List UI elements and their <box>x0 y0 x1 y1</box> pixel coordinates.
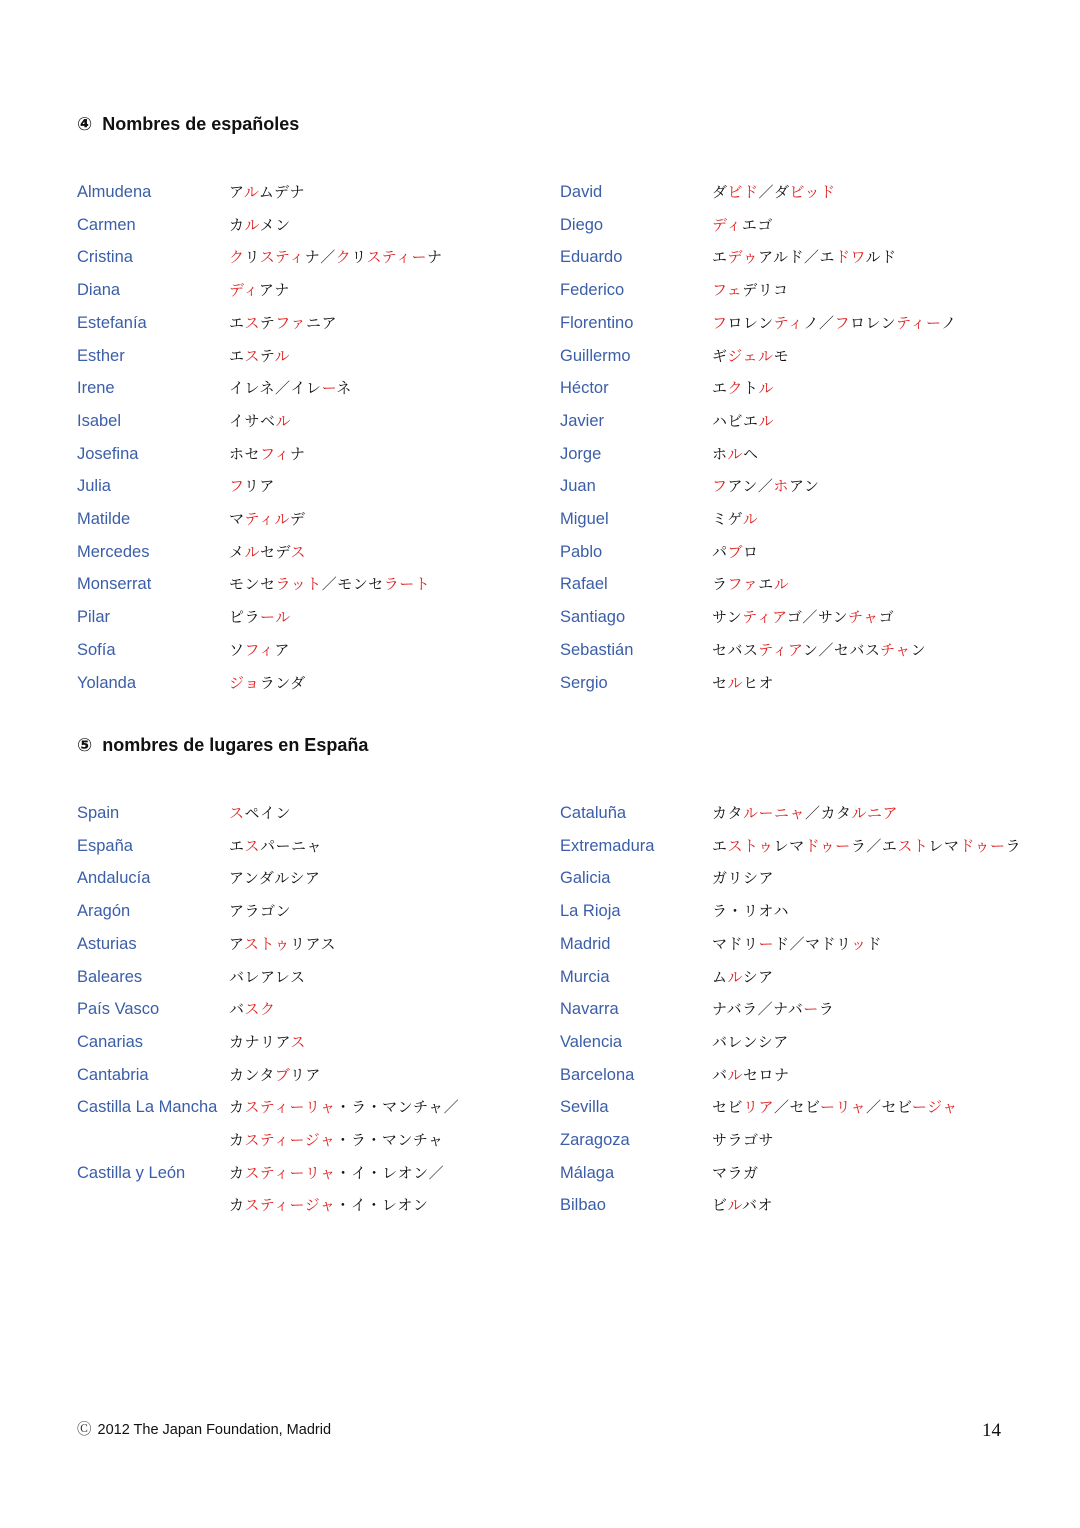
katakana-reading: イサベル <box>229 411 292 430</box>
term-row <box>77 993 557 1025</box>
spanish-term: Guillermo <box>560 346 631 365</box>
page-number: 14 <box>982 1420 1001 1441</box>
spanish-term: Esther <box>77 346 125 365</box>
term-row <box>560 536 1040 568</box>
katakana-reading: エスパーニャ <box>229 836 323 855</box>
katakana-reading: ナバラ／ナバーラ <box>712 1000 835 1019</box>
katakana-reading: カナリアス <box>229 1032 306 1051</box>
term-row <box>560 470 1040 502</box>
spanish-term: Spain <box>77 804 120 822</box>
spanish-term: Castilla y León <box>77 1163 186 1182</box>
katakana-reading: アルムデナ <box>229 183 306 201</box>
term-row <box>560 667 1040 699</box>
term-row <box>77 470 557 502</box>
term-row <box>560 797 1040 829</box>
term-row <box>560 601 1040 633</box>
katakana-reading: スペイン <box>229 804 292 822</box>
spanish-term: Pablo <box>560 542 603 561</box>
katakana-reading: ピラール <box>229 608 291 627</box>
term-row <box>77 405 557 437</box>
spanish-term: Carmen <box>77 215 136 234</box>
term-row <box>560 1059 1040 1091</box>
katakana-reading: バスク <box>229 1000 276 1019</box>
spanish-term: Javier <box>560 411 605 430</box>
term-row <box>560 503 1040 535</box>
term-row <box>560 176 1040 208</box>
spanish-term: Cantabria <box>77 1065 149 1084</box>
copyright-footer <box>77 1418 331 1439</box>
spanish-term: Florentino <box>560 313 634 332</box>
term-row <box>77 307 557 339</box>
katakana-reading: セビリア／セビーリャ／セビージャ <box>712 1098 958 1117</box>
spanish-term: Diana <box>77 281 121 300</box>
spanish-term: Bilbao <box>560 1196 606 1215</box>
term-row <box>560 241 1040 273</box>
katakana-reading: アラゴン <box>229 902 292 921</box>
term-row <box>560 340 1040 372</box>
spanish-term: Sebastián <box>560 640 634 659</box>
katakana-reading: カスティーリャ・ラ・マンチャ／ <box>229 1098 460 1117</box>
spanish-term: Héctor <box>560 379 609 398</box>
spanish-term: Galicia <box>560 869 611 888</box>
spanish-term: Isabel <box>77 411 122 430</box>
katakana-reading: イレネ／イレーネ <box>229 379 352 398</box>
spanish-term: Baleares <box>77 967 143 986</box>
spanish-term: Navarra <box>560 1000 619 1019</box>
katakana-reading: カルメン <box>229 215 291 234</box>
katakana-reading: エデゥアルド／エドワルド <box>712 248 897 267</box>
term-row <box>560 895 1040 927</box>
spanish-term: Asturias <box>77 934 137 953</box>
katakana-reading: マティルデ <box>229 510 306 528</box>
spanish-term: Cristina <box>77 248 133 267</box>
katakana-reading: エクトル <box>712 379 775 398</box>
spanish-term: Extremadura <box>560 836 655 855</box>
katakana-reading: ビルバオ <box>712 1196 773 1215</box>
term-row <box>560 961 1040 993</box>
spanish-term: Sergio <box>560 673 608 692</box>
spanish-term: Aragón <box>77 902 131 921</box>
term-row <box>560 405 1040 437</box>
katakana-reading: ホルヘ <box>712 444 759 463</box>
term-row <box>77 667 557 699</box>
katakana-reading: マラガ <box>712 1163 759 1182</box>
katakana-reading: ミゲル <box>712 510 759 528</box>
term-row <box>77 536 557 568</box>
term-row <box>77 895 557 927</box>
spanish-term: Valencia <box>560 1032 623 1051</box>
section-number: ⑤ <box>77 735 93 755</box>
copyright-icon: Ⓒ <box>77 1422 92 1438</box>
katakana-reading: フアン／ホアン <box>712 477 820 496</box>
term-row <box>77 209 557 241</box>
spanish-term: Matilde <box>77 510 131 528</box>
spanish-term: Juan <box>560 477 596 496</box>
term-row <box>77 241 557 273</box>
term-row <box>560 634 1040 666</box>
katakana-reading: ギジェルモ <box>712 346 790 365</box>
term-row <box>77 340 557 372</box>
term-row <box>77 928 557 960</box>
term-row <box>77 1124 557 1156</box>
term-row <box>560 438 1040 470</box>
spanish-term: Madrid <box>560 934 611 953</box>
spanish-term: La Rioja <box>560 902 621 921</box>
spanish-term: Estefanía <box>77 313 147 332</box>
katakana-reading: セバスティアン／セバスチャン <box>712 640 927 659</box>
term-row <box>560 1026 1040 1058</box>
katakana-reading: エステファニア <box>229 313 337 332</box>
spanish-term: Federico <box>560 281 625 300</box>
katakana-reading: ラファエル <box>712 575 790 594</box>
section-heading: nombres de lugares en España <box>102 735 369 755</box>
term-row <box>560 1157 1040 1189</box>
term-row <box>560 372 1040 404</box>
katakana-reading: アストゥリアス <box>229 934 336 953</box>
katakana-reading: クリスティナ／クリスティーナ <box>229 248 443 267</box>
spanish-term: Almudena <box>77 183 152 201</box>
spanish-term: Pilar <box>77 608 111 627</box>
katakana-reading: カスティージャ・ラ・マンチャ <box>229 1131 444 1149</box>
katakana-reading: ムルシア <box>712 967 774 986</box>
term-row <box>77 961 557 993</box>
katakana-reading: セルヒオ <box>712 673 775 692</box>
term-row <box>77 372 557 404</box>
section-number: ④ <box>77 114 93 134</box>
copyright-text: 2012 The Japan Foundation, Madrid <box>97 1422 332 1438</box>
term-row <box>77 568 557 600</box>
katakana-reading: フェデリコ <box>712 281 789 300</box>
spanish-term: Andalucía <box>77 869 151 888</box>
spanish-term: Monserrat <box>77 575 152 594</box>
katakana-reading: ソフィア <box>229 640 290 659</box>
spanish-term: Santiago <box>560 608 626 627</box>
katakana-reading: バレアレス <box>229 967 306 986</box>
katakana-reading: カンタブリア <box>229 1065 321 1084</box>
spanish-term: Sevilla <box>560 1098 609 1117</box>
spanish-term: Mercedes <box>77 542 150 561</box>
katakana-reading: ジョランダ <box>229 673 306 692</box>
spanish-term: Barcelona <box>560 1065 635 1084</box>
section-4-title <box>77 114 299 135</box>
term-row <box>77 1026 557 1058</box>
term-row <box>560 1124 1040 1156</box>
katakana-reading: モンセラット／モンセラート <box>229 575 431 594</box>
katakana-reading: ディアナ <box>229 281 290 300</box>
spanish-term: Jorge <box>560 444 602 463</box>
spanish-term: Irene <box>77 379 115 398</box>
term-row <box>77 601 557 633</box>
term-row <box>77 797 557 829</box>
katakana-reading: サラゴサ <box>712 1131 775 1149</box>
term-row <box>560 1189 1040 1221</box>
katakana-reading: カタルーニャ／カタルニア <box>712 804 899 822</box>
section-5-title <box>77 735 368 756</box>
katakana-reading: サンティアゴ／サンチャゴ <box>712 608 895 627</box>
term-row <box>77 634 557 666</box>
spanish-term: Eduardo <box>560 248 623 267</box>
spanish-term: Sofía <box>77 640 116 659</box>
katakana-reading: エストゥレマドゥーラ／エストレマドゥーラ <box>712 836 1022 855</box>
spanish-term: Josefina <box>77 444 139 463</box>
katakana-reading: メルセデス <box>229 542 306 561</box>
katakana-reading: バレンシア <box>712 1032 789 1051</box>
spanish-term: Castilla La Mancha <box>77 1098 218 1117</box>
spanish-term: David <box>560 183 603 201</box>
term-row <box>77 862 557 894</box>
spanish-term: Miguel <box>560 510 609 528</box>
katakana-reading: マドリード／マドリッド <box>712 934 882 953</box>
term-row <box>560 568 1040 600</box>
spanish-term: Diego <box>560 215 604 234</box>
spanish-term: España <box>77 836 133 855</box>
term-row <box>560 862 1040 894</box>
term-row <box>77 1059 557 1091</box>
katakana-reading: アンダルシア <box>229 869 321 888</box>
spanish-term: País Vasco <box>77 1000 160 1019</box>
term-row <box>77 1091 557 1123</box>
katakana-reading: ホセフィナ <box>229 444 306 463</box>
term-row <box>560 274 1040 306</box>
katakana-reading: ダビド／ダビッド <box>712 183 836 201</box>
term-row <box>77 1157 557 1189</box>
term-row <box>560 928 1040 960</box>
term-row <box>77 176 557 208</box>
spanish-term: Murcia <box>560 967 610 986</box>
term-row <box>77 1189 557 1221</box>
katakana-reading: ラ・リオハ <box>712 902 790 921</box>
katakana-reading: ディエゴ <box>712 215 773 234</box>
spanish-term: Julia <box>77 477 111 496</box>
term-row <box>560 307 1040 339</box>
katakana-reading: カスティーリャ・イ・レオン／ <box>229 1163 445 1182</box>
katakana-reading: エステル <box>229 346 290 365</box>
term-row <box>77 503 557 535</box>
spanish-term: Cataluña <box>560 804 627 822</box>
term-row <box>560 830 1040 862</box>
term-row <box>560 993 1040 1025</box>
term-row <box>560 209 1040 241</box>
spanish-term: Yolanda <box>77 673 137 692</box>
katakana-reading: フリア <box>229 477 275 496</box>
term-row <box>77 438 557 470</box>
katakana-reading: カスティージャ・イ・レオン <box>229 1196 429 1215</box>
term-row <box>77 274 557 306</box>
spanish-term: Rafael <box>560 575 608 594</box>
katakana-reading: ハビエル <box>712 411 775 430</box>
section-heading: Nombres de españoles <box>102 114 300 134</box>
term-row <box>560 1091 1040 1123</box>
spanish-term: Canarias <box>77 1032 144 1051</box>
katakana-reading: フロレンティノ／フロレンティーノ <box>712 313 957 332</box>
term-row <box>77 830 557 862</box>
katakana-reading: パブロ <box>712 542 759 561</box>
spanish-term: Zaragoza <box>560 1131 630 1149</box>
katakana-reading: バルセロナ <box>712 1065 790 1084</box>
katakana-reading: ガリシア <box>712 869 775 888</box>
spanish-term: Málaga <box>560 1163 615 1182</box>
